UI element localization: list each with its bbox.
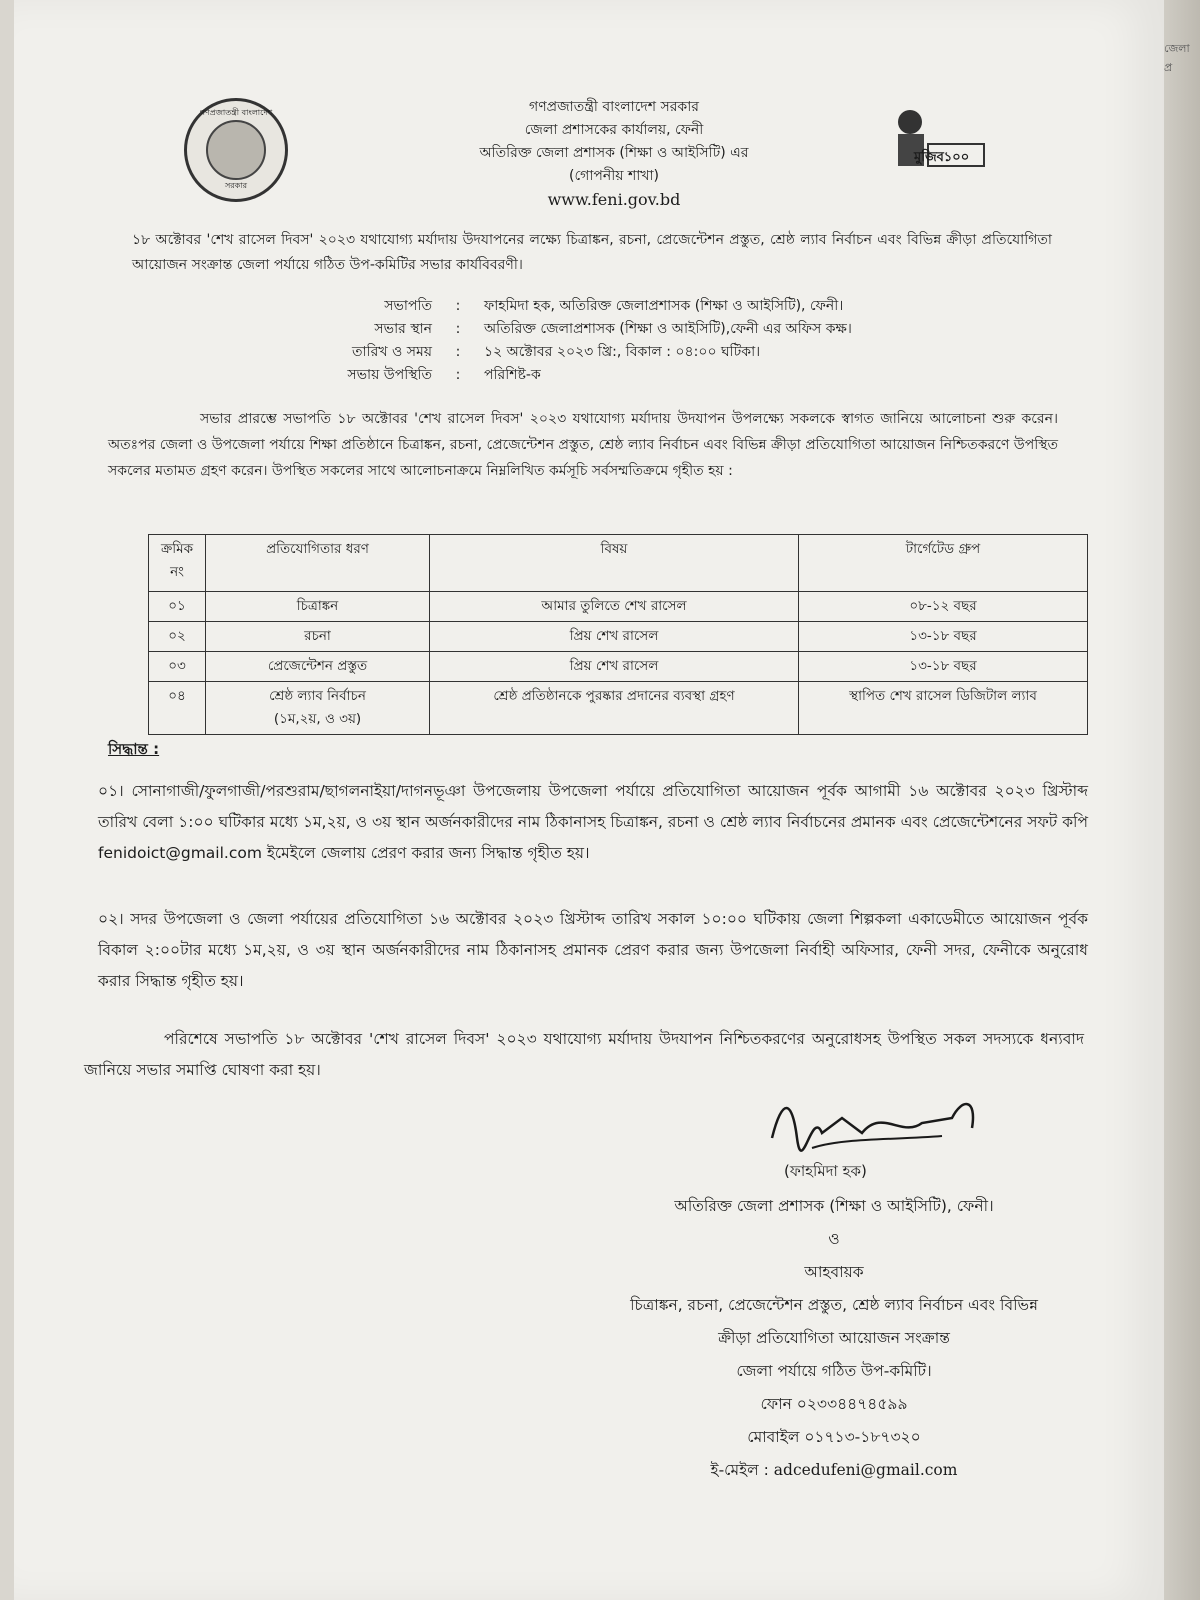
- cell-type-main: শ্রেষ্ঠ ল্যাব নির্বাচন: [269, 688, 366, 704]
- signature-line: চিত্রাঙ্কন, রচনা, প্রেজেন্টেশন প্রস্তুত, শ্রেষ্ঠ ল্যাব নির্বাচন এবং বিভিন্ন: [630, 1296, 1038, 1314]
- meta-key: সভাপতি: [384, 297, 432, 314]
- meta-key: সভায় উপস্থিতি: [347, 366, 432, 383]
- meta-value: অতিরিক্ত জেলাপ্রশাসক (শিক্ষা ও আইসিটি),ফেনী এর অফিস কক্ষ।: [484, 320, 852, 337]
- meta-row-datetime: [314, 340, 852, 363]
- seal-emblem: [206, 120, 266, 180]
- edge-note: জেলা প্র: [1164, 42, 1190, 74]
- cell-type: প্রেজেন্টেশন প্রস্তুত: [206, 652, 430, 682]
- cell-topic: প্রিয় শেখ রাসেল: [430, 622, 799, 652]
- meeting-subject: ১৮ অক্টোবর 'শেখ রাসেল দিবস' ২০২৩ যথাযোগ্য মর্যাদায় উদযাপনের লক্ষ্যে চিত্রাঙ্কন, রচনা, প্রেজেন্টেশন প্রস্তুত, শ্রেষ্ঠ ল্যাব নির্বাচন এবং বিভিন্ন ক্রীড়া প্রতিযোগিতা আয়োজন সংক্রান্ত জেলা পর্যায়ে গঠিত উপ-কমিটির সভার কার্যবিবরণী।: [132, 232, 1052, 273]
- meta-colon: :: [455, 366, 461, 383]
- cell-topic: প্রিয় শেখ রাসেল: [430, 652, 799, 682]
- signature-block: [534, 1190, 1134, 1487]
- cell-serial: ০৪: [149, 682, 206, 735]
- cell-group: ০৮-১২ বছর: [799, 592, 1088, 622]
- email-label: ই-মেইল :: [710, 1461, 769, 1479]
- meta-row-chair: [314, 294, 852, 317]
- meta-value: ফাহমিদা হক, অতিরিক্ত জেলাপ্রশাসক (শিক্ষা ও আইসিটি), ফেনী।: [484, 297, 844, 314]
- logo-text: মুজিব১০০: [914, 150, 970, 165]
- table-header-row: [149, 535, 1088, 592]
- signature-line: আহবায়ক: [804, 1263, 864, 1281]
- header-line-2: জেলা প্রশাসকের কার্যালয়, ফেনী: [524, 122, 704, 138]
- header-serial: ক্রমিক নং: [149, 535, 206, 592]
- website-link[interactable]: www.feni.gov.bd: [547, 190, 681, 209]
- cell-type: [206, 682, 430, 735]
- table-row: [149, 592, 1088, 622]
- signature-line: ক্রীড়া প্রতিযোগিতা আয়োজন সংক্রান্ত: [718, 1329, 950, 1347]
- table-row: [149, 682, 1088, 735]
- header-topic: বিষয়: [430, 535, 799, 592]
- cell-group: স্থাপিত শেখ রাসেল ডিজিটাল ল্যাব: [799, 682, 1088, 735]
- signature-line: অতিরিক্ত জেলা প্রশাসক (শিক্ষা ও আইসিটি), ফেনী।: [674, 1197, 994, 1215]
- signature-line: ও: [828, 1230, 840, 1248]
- decision-heading: সিদ্ধান্ত :: [108, 740, 160, 758]
- letterhead: [314, 96, 914, 211]
- meta-row-attendance: [314, 363, 852, 386]
- cell-type: রচনা: [206, 622, 430, 652]
- signature-email-row: [534, 1454, 1134, 1487]
- table-row: [149, 622, 1088, 652]
- cell-topic: আমার তুলিতে শেখ রাসেল: [430, 592, 799, 622]
- signature-line: জেলা পর্যায়ে গঠিত উপ-কমিটি।: [736, 1362, 932, 1380]
- signer-name: (ফাহমিদা হক): [784, 1162, 867, 1180]
- seal-top-text: গণপ্রজাতন্ত্রী বাংলাদেশ: [199, 108, 273, 117]
- decision-item: ০১। সোনাগাজী/ফুলগাজী/পরশুরাম/ছাগলনাইয়া/দাগনভূঞা উপজেলায় উপজেলা পর্যায়ে প্রতিযোগিতা আয়োজন পূর্বক আগামী ১৬ অক্টোবর ২০২৩ খ্রিস্টাব্দ তারিখ বেলা ১:০০ ঘটিকার মধ্যে ১ম,২য়, ও ৩য় স্থান অর্জনকারীদের নাম ঠিকানাসহ চিত্রাঙ্কন, রচনা ও শ্রেষ্ঠ ল্যাব নির্বাচনের প্রমানক এবং প্রেজেন্টেশনের সফট কপি fenidoict@gmail.com ইমেইলে জেলায় প্রেরণ করার জন্য সিদ্ধান্ত গৃহীত হয়।: [98, 782, 1088, 862]
- meta-key: তারিখ ও সময়: [352, 343, 432, 360]
- cell-serial: ০১: [149, 592, 206, 622]
- intro-paragraph: সভার প্রারম্ভে সভাপতি ১৮ অক্টোবর 'শেখ রাসেল দিবস' ২০২৩ যথাযোগ্য মর্যাদায় উদযাপন উপলক্ষ্যে সকলকে স্বাগত জানিয়ে আলোচনা শুরু করেন। অতঃপর জেলা ও উপজেলা পর্যায়ে শিক্ষা প্রতিষ্ঠানে চিত্রাঙ্কন, রচনা, প্রেজেন্টেশন প্রস্তুত, শ্রেষ্ঠ ল্যাব নির্বাচন এবং বিভিন্ন ক্রীড়া প্রতিযোগিতা আয়োজন নিশ্চিতকরণে উপস্থিত সকলের মতামত গ্রহণ করেন। উপস্থিত সকলের সাথে আলোচনাক্রমে নিম্নলিখিত কর্মসূচি সর্বসম্মতিক্রমে গৃহীত হয় :: [108, 411, 1058, 479]
- table-row: [149, 652, 1088, 682]
- meeting-meta: [314, 294, 852, 386]
- cell-serial: ০২: [149, 622, 206, 652]
- meta-value: পরিশিষ্ট-ক: [484, 366, 541, 383]
- seal-bottom-text: সরকার: [224, 181, 247, 190]
- header-line-3: অতিরিক্ত জেলা প্রশাসক (শিক্ষা ও আইসিটি) এর: [479, 145, 749, 161]
- signature-phone: ফোন ০২৩৩৪৪৭৪৫৯৯: [760, 1395, 908, 1413]
- meta-key: সভার স্থান: [374, 320, 432, 337]
- meta-value: ১২ অক্টোবর ২০২৩ খ্রি:, বিকাল : ০৪:০০ ঘটিকা।: [484, 343, 761, 360]
- email-link[interactable]: adcedufeni@gmail.com: [773, 1461, 958, 1479]
- cell-type-sub: (১ম,২য়, ও ৩য়): [273, 711, 362, 727]
- cell-topic: শ্রেষ্ঠ প্রতিষ্ঠানকে পুরষ্কার প্রদানের ব্যবস্থা গ্রহণ: [430, 682, 799, 735]
- cell-serial: ০৩: [149, 652, 206, 682]
- closing-paragraph: পরিশেষে সভাপতি ১৮ অক্টোবর 'শেখ রাসেল দিবস' ২০২৩ যথাযোগ্য মর্যাদায় উদযাপন নিশ্চিতকরণের অনুরোধসহ উপস্থিত সকল সদস্যকে ধন্যবাদ জানিয়ে সভার সমাপ্তি ঘোষণা করা হয়।: [84, 1030, 1084, 1079]
- page-edge: [1164, 0, 1200, 1600]
- header-line-4: (গোপনীয় শাখা): [569, 168, 659, 184]
- meta-colon: :: [455, 320, 461, 337]
- meta-colon: :: [455, 297, 461, 314]
- signature-mobile: মোবাইল ০১৭১৩-১৮৭৩২০: [747, 1428, 921, 1446]
- program-table: [148, 534, 1088, 735]
- header-target-group: টার্গেটেড গ্রুপ: [799, 535, 1088, 592]
- cell-group: ১৩-১৮ বছর: [799, 622, 1088, 652]
- header-line-1: গণপ্রজাতন্ত্রী বাংলাদেশ সরকার: [529, 99, 699, 115]
- document-page: [14, 0, 1164, 1600]
- government-seal-icon: [184, 98, 288, 202]
- meta-row-venue: [314, 317, 852, 340]
- decision-item: ০২। সদর উপজেলা ও জেলা পর্যায়ের প্রতিযোগিতা ১৬ অক্টোবর ২০২৩ খ্রিস্টাব্দ তারিখ সকাল ১০:০০ ঘটিকায় জেলা শিল্পকলা একাডেমীতে আয়োজন পূর্বক বিকাল ২:০০টার মধ্যে ১ম,২য়, ও ৩য় স্থান অর্জনকারীদের নাম ঠিকানাসহ প্রমানক প্রেরণ করার জন্য উপজেলা নির্বাহী অফিসার, ফেনী সদর, ফেনীকে অনুরোধ করার সিদ্ধান্ত গৃহীত হয়।: [98, 910, 1088, 990]
- cell-type: চিত্রাঙ্কন: [206, 592, 430, 622]
- header-competition-type: প্রতিযোগিতার ধরণ: [206, 535, 430, 592]
- cell-group: ১৩-১৮ বছর: [799, 652, 1088, 682]
- meta-colon: :: [455, 343, 461, 360]
